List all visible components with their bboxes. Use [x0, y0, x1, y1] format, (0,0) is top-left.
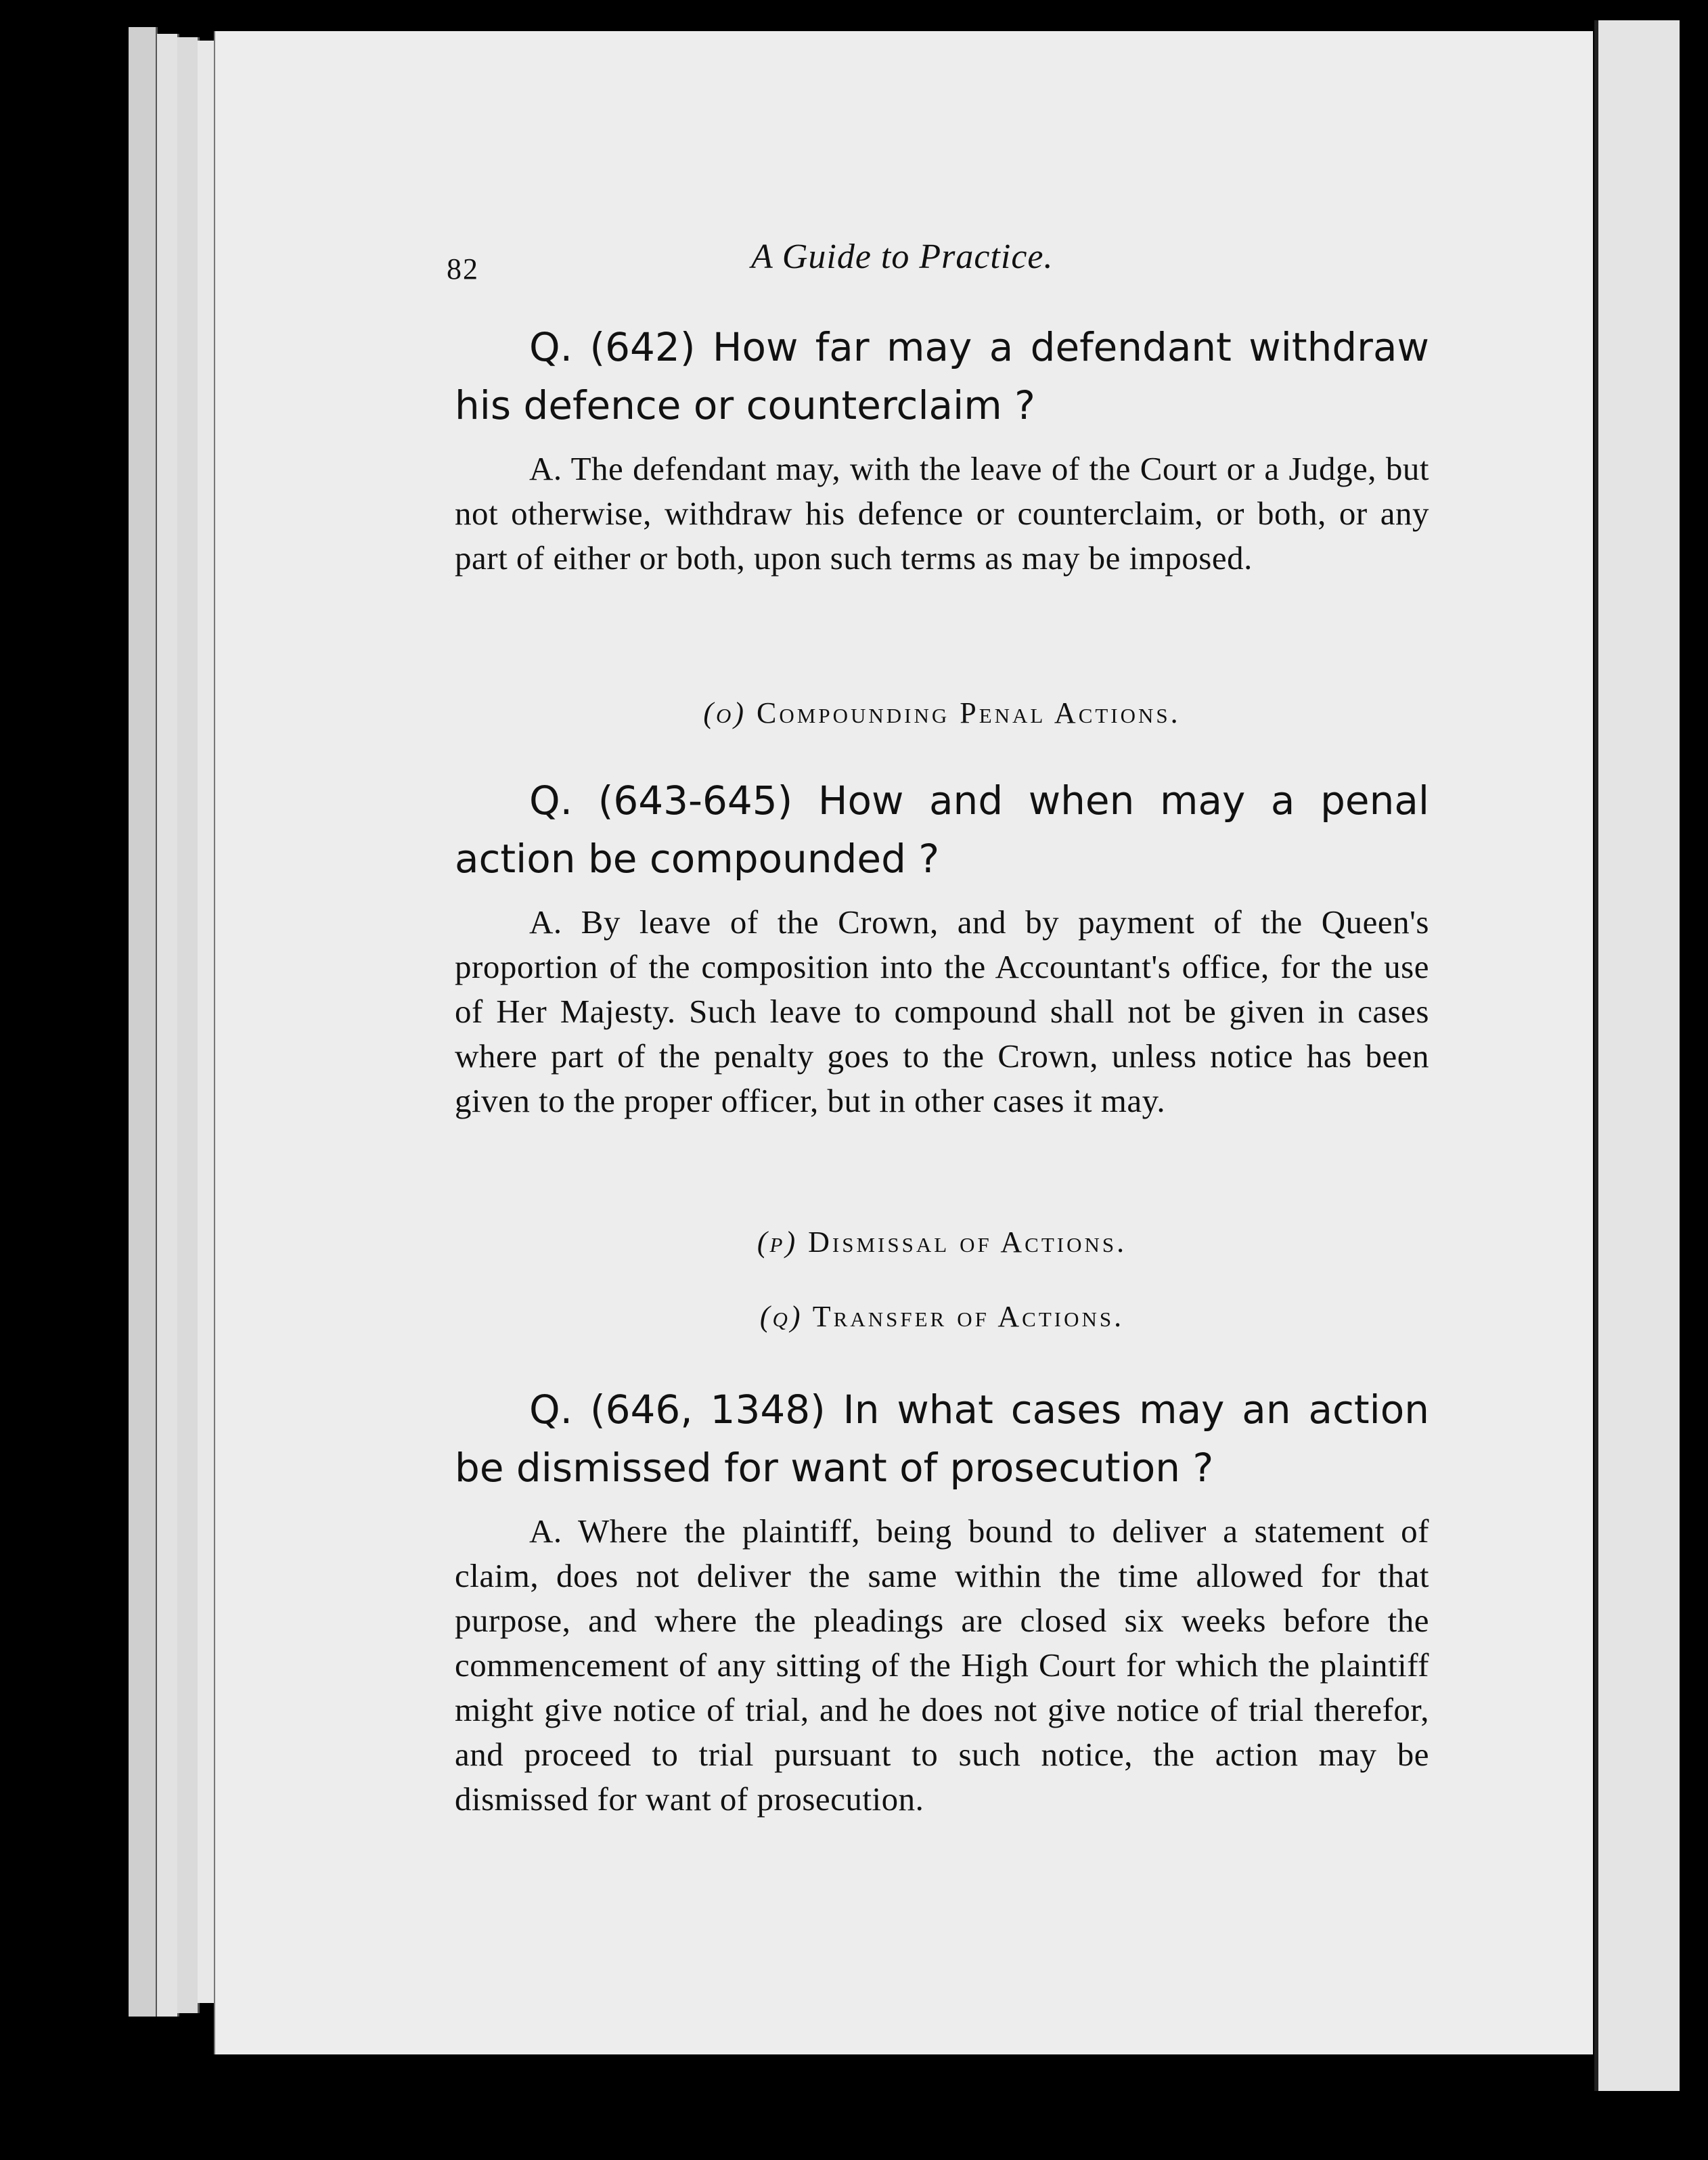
section-heading-p — [455, 1225, 1429, 1259]
heading-letter: (q) — [759, 1300, 803, 1333]
heading-letter: (p) — [757, 1225, 799, 1259]
page-edge — [177, 37, 200, 2013]
heading-title: Compounding Penal Actions. — [757, 696, 1181, 729]
qa-entry-643-645 — [455, 771, 1429, 1123]
answer-text: A. The defendant may, with the leave of the Court or a Judge, but not otherwise, withdraw his defence or counterclaim, or both, or any part of either or both, upon such terms as may be imposed. — [455, 450, 1429, 577]
question-text: Q. (643-645) How and when may a penal action be compounded ? — [455, 778, 1429, 882]
page-edge — [198, 41, 216, 2003]
heading-title: Transfer of Actions. — [812, 1300, 1125, 1333]
running-title: A Guide to Practice. — [751, 238, 1054, 276]
heading-letter: (o) — [703, 696, 747, 729]
page-number: 82 — [447, 252, 479, 286]
question-text: Q. (646, 1348) In what cases may an action be dismissed for want of prosecution ? — [455, 1387, 1429, 1491]
answer-text: A. Where the plaintiff, being bound to deliver a statement of claim, does not deliver the same within the time allowed for that purpose, and where the pleadings are closed six weeks before the commencement of any sitting of the High Court for which the plaintiff might give notice of trial, and he does not give notice of trial therefor, and proceed to trial pursuant to such notice, the action may be dismissed for want of prosecution. — [455, 1512, 1429, 1818]
qa-entry-642 — [455, 318, 1429, 581]
facing-page-edge — [1594, 20, 1680, 2091]
heading-title: Dismissal of Actions. — [808, 1225, 1127, 1259]
answer-text: A. By leave of the Crown, and by payment of the Queen's proportion of the composition into the Accountant's office, for the use of Her Majesty. Such leave to compound shall not be given in cases where part of the penalty goes to the Crown, unless notice has been given to the proper officer, but in other cases it may. — [455, 903, 1429, 1119]
page-edge — [157, 34, 179, 2017]
section-heading-q — [455, 1299, 1429, 1334]
qa-entry-646-1348 — [455, 1380, 1429, 1822]
running-head — [447, 237, 1597, 291]
page-edge — [129, 27, 158, 2017]
question-text: Q. (642) How far may a defendant withdraw his defence or counterclaim ? — [455, 324, 1429, 428]
section-heading-o — [455, 696, 1429, 730]
